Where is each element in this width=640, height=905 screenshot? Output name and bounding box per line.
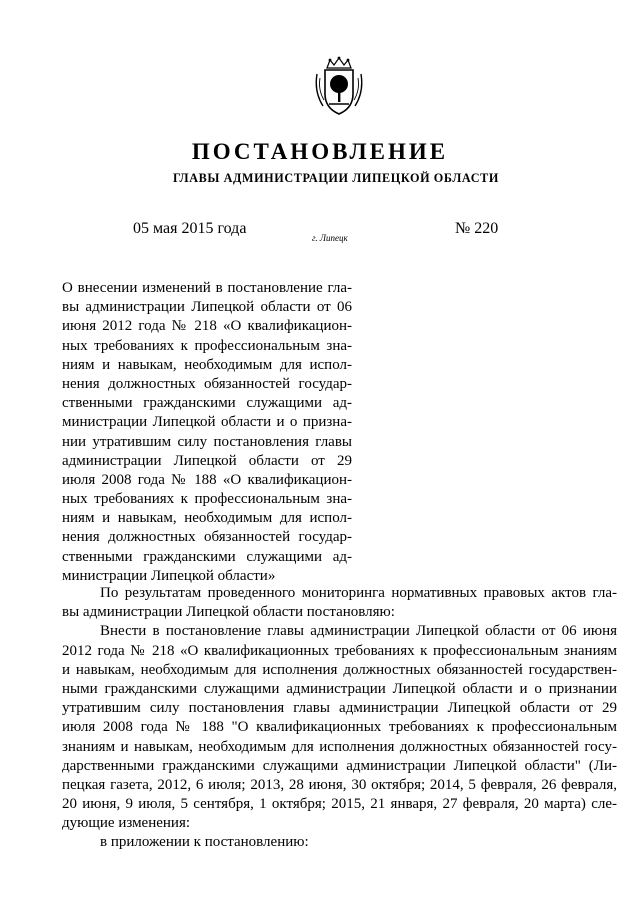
subject-line: министрации Липецкой области» — [62, 567, 276, 584]
subject-line: ниям и навыкам, необходимым для испол- — [62, 510, 352, 527]
body-line: пецкая газета, 2012, 6 июля; 2013, 28 июня, 30 октября; 2014, 5 февраля, 26 февраля, — [62, 776, 617, 793]
body-line: в приложении к постановлению: — [100, 834, 309, 851]
subject-line: нии утратившим силу постановления главы — [62, 433, 352, 450]
subject-line: ниям и навыкам, необходимым для испол- — [62, 356, 352, 373]
body-line: дарственными гражданскими служащими администрации Липецкой области" (Ли- — [62, 757, 617, 774]
document-subject — [62, 279, 352, 586]
subject-line: июня 2012 года № 218 «О квалификацион- — [62, 318, 352, 335]
subject-line: ных требованиях к профессиональным зна- — [62, 491, 352, 508]
subject-line: ственными гражданскими служащими ад- — [62, 548, 352, 565]
subject-line: нения должностных обязанностей государ- — [62, 375, 352, 392]
body-line: Внести в постановление главы администрации Липецкой области от 06 июня — [100, 623, 617, 640]
body-line: 20 июня, 9 июля, 5 сентября, 1 октября; 2015, 21 января, 27 февраля, 20 марта) сле- — [62, 796, 617, 813]
body-line: июля 2008 года № 188 "О квалификационных требованиях к профессиональным — [62, 719, 617, 736]
subject-line: вы администрации Липецкой области от 06 — [62, 299, 352, 316]
body-line: утратившим силу постановления главы администрации Липецкой области от 29 — [62, 700, 617, 717]
document-number: № 220 — [455, 220, 499, 237]
coat-of-arms-icon — [314, 56, 364, 118]
document-city: г. Липецк — [312, 233, 348, 243]
body-line: 2012 года № 218 «О квалификационных требованиях к профессиональным знаниям — [62, 642, 617, 659]
subject-line: нения должностных обязанностей государ- — [62, 529, 352, 546]
document-body — [62, 584, 617, 853]
body-line: дующие изменения: — [62, 815, 191, 832]
subject-line: министрации Липецкой области и о призна- — [62, 414, 352, 431]
subject-line: ственными гражданскими служащими ад- — [62, 395, 352, 412]
subject-line: О внесении изменений в постановление гла- — [62, 280, 352, 296]
document-subtitle: ГЛАВЫ АДМИНИСТРАЦИИ ЛИПЕЦКОЙ ОБЛАСТИ — [173, 171, 499, 185]
subject-line: администрации Липецкой области от 29 — [62, 452, 352, 469]
body-line: вы администрации Липецкой области постановляю: — [62, 604, 395, 621]
body-line: знаниям и навыкам, необходимым для исполнения должностных обязанностей госу- — [62, 738, 617, 755]
subject-line: ных требованиях к профессиональным зна- — [62, 337, 352, 354]
body-line: и навыкам, необходимым для исполнения должностных обязанностей государствен- — [62, 661, 617, 678]
body-line: ными гражданскими служащими администрации Липецкой области и о признании — [62, 680, 617, 697]
document-title: ПОСТАНОВЛЕНИЕ — [191, 139, 449, 164]
subject-line: июля 2008 года № 188 «О квалификацион- — [62, 471, 352, 488]
body-line: По результатам проведенного мониторинга нормативных правовых актов гла- — [100, 585, 617, 601]
document-date: 05 мая 2015 года — [133, 220, 247, 237]
